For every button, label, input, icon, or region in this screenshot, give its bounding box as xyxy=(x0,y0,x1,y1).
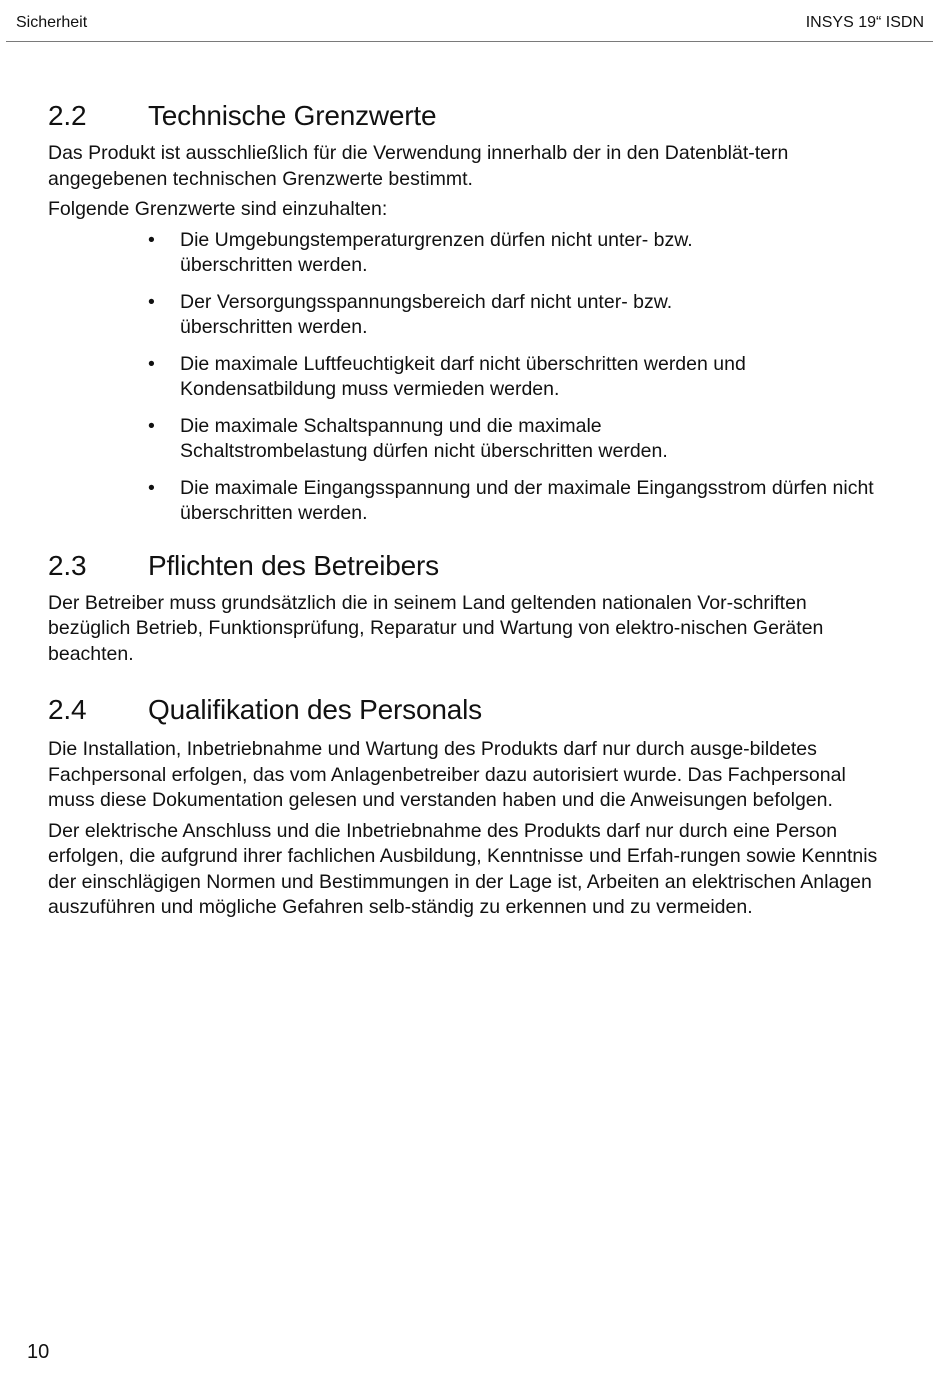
list-item-text: Die maximale Luftfeuchtigkeit darf nicht überschritten werden und Kondensatbildung muss vermieden werden. xyxy=(180,352,746,400)
section-title: Technische Grenzwerte xyxy=(148,100,437,131)
list-item-text: Der Versorgungsspannungsbereich darf nicht unter- bzw. überschritten werden. xyxy=(180,290,673,338)
section-heading xyxy=(48,96,878,136)
page-number: 10 xyxy=(27,1341,50,1363)
paragraph: Die Installation, Inbetriebnahme und Wartung des Produkts darf nur durch ausge-bildetes Fachpersonal erfolgen, das vom Anlagenbetreiber dazu autorisiert wurde. Das Fachpersonal muss diese Dokumentation gelesen und verstanden haben und die Anweisungen befolgen. xyxy=(48,738,846,811)
list-item-text: Die Umgebungstemperaturgrenzen dürfen nicht unter- bzw. überschritten werden. xyxy=(180,228,693,276)
page-content xyxy=(48,96,878,921)
section-number: 2.3 xyxy=(48,549,87,581)
section-heading xyxy=(48,690,878,730)
list-item xyxy=(148,352,878,403)
running-header xyxy=(6,14,933,42)
list-item xyxy=(148,414,780,465)
bullet-icon: • xyxy=(148,352,155,375)
paragraph: Der elektrische Anschluss und die Inbetriebnahme des Produkts darf nur durch eine Person erfolgen, die aufgrund ihrer fachlichen Ausbildung, Kenntnisse und Erfah-rungen sowie Kenntnis der einschlägigen Normen und Bestimmungen in der Lage ist, Arbeiten an elektrischen Anlagen auszuführen und mögliche Gefahren selb-ständig zu erkennen und zu vermeiden. xyxy=(48,819,878,918)
bullet-icon: • xyxy=(148,290,155,313)
header-section-title: Sicherheit xyxy=(16,14,88,31)
bullet-icon: • xyxy=(148,414,155,437)
section-technische-grenzwerte xyxy=(48,96,878,527)
bullet-icon: • xyxy=(148,228,155,251)
section-title: Qualifikation des Personals xyxy=(148,694,482,725)
list-item-text: Die maximale Schaltspannung und die maximale Schaltstrombelastung dürfen nicht überschritten werden. xyxy=(180,414,668,462)
list-item xyxy=(148,290,740,341)
paragraph: Folgende Grenzwerte sind einzuhalten: xyxy=(48,198,388,220)
section-number: 2.4 xyxy=(48,694,87,725)
paragraph: Der Betreiber muss grundsätzlich die in seinem Land geltenden nationalen Vor-schriften bezüglich Betrieb, Funktionsprüfung, Reparatur und Wartung von elektro-nischen Geräten beachten. xyxy=(48,591,824,665)
list-item-text: Die maximale Eingangsspannung und der maximale Eingangsstrom dürfen nicht überschritten werden. xyxy=(180,476,874,524)
limits-list xyxy=(48,228,878,527)
section-qualifikation-des-personals xyxy=(48,690,878,921)
list-item xyxy=(148,476,878,527)
header-product-name: INSYS 19“ ISDN xyxy=(805,14,924,31)
paragraph: Das Produkt ist ausschließlich für die Verwendung innerhalb der in den Datenblät-tern angegebenen technischen Grenzwerte bestimmt. xyxy=(48,142,789,190)
section-pflichten-des-betreibers xyxy=(48,546,878,668)
section-title: Pflichten des Betreibers xyxy=(148,549,439,581)
list-item xyxy=(148,228,740,279)
section-number: 2.2 xyxy=(48,100,87,131)
section-heading xyxy=(48,546,878,586)
bullet-icon: • xyxy=(148,476,155,499)
